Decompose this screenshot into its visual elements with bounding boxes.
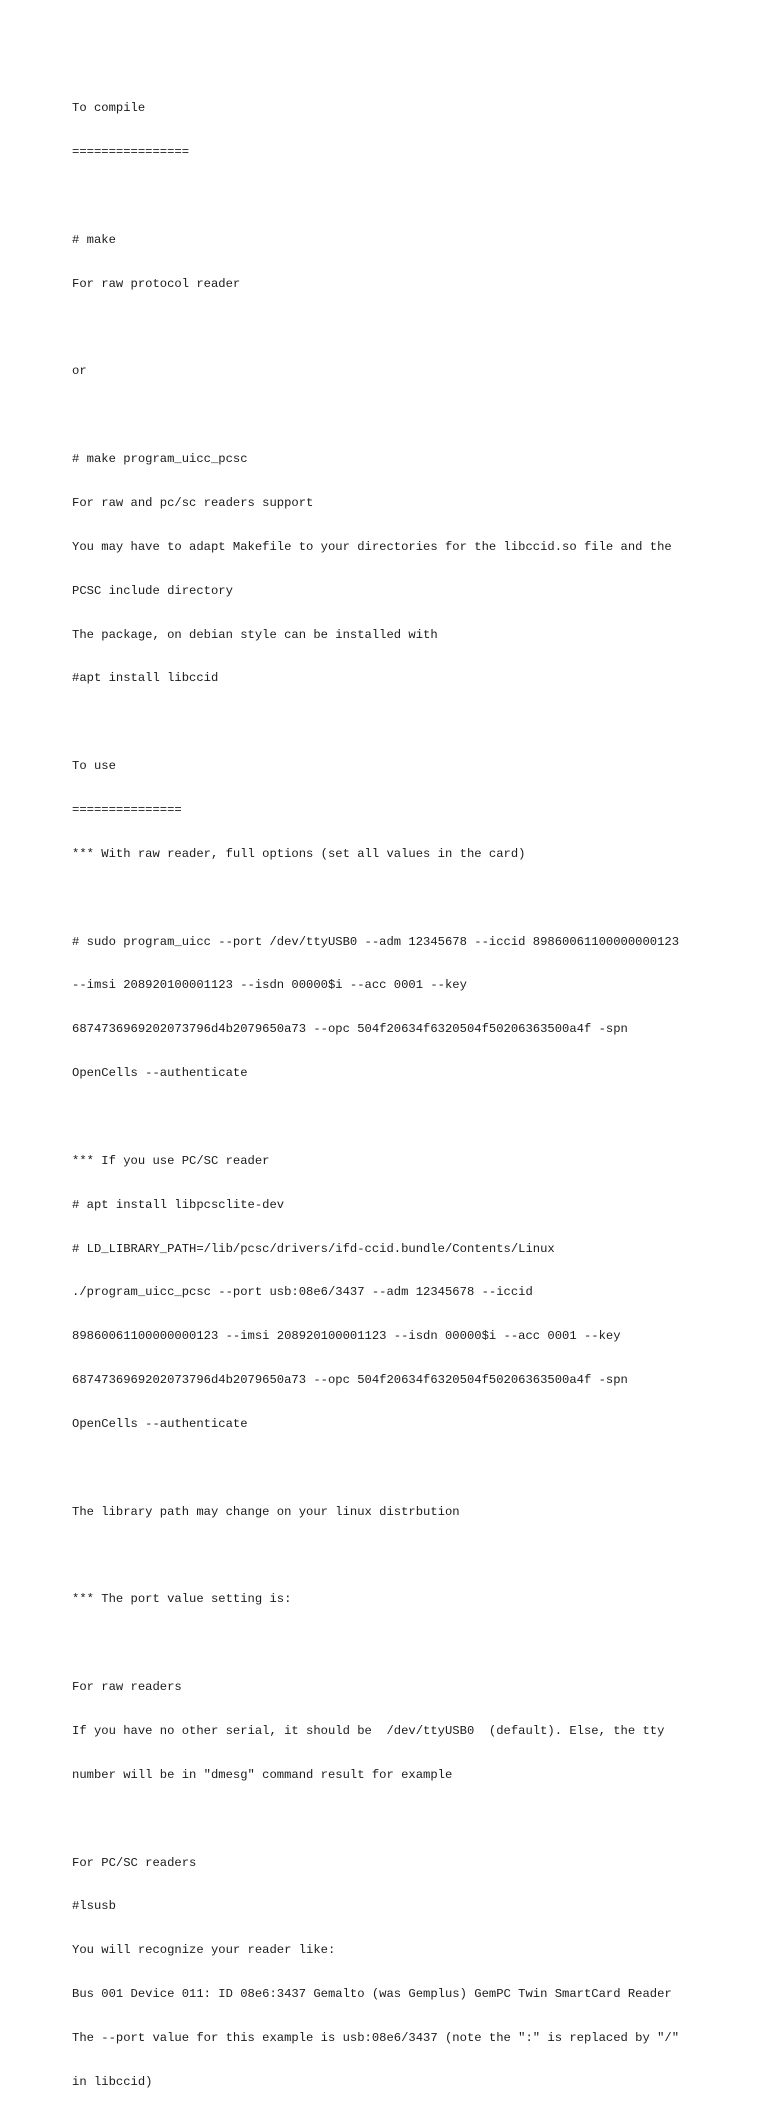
doc-line: # apt install libpcsclite-dev [72,1197,285,1212]
doc-line [72,1461,712,1476]
doc-line [72,891,712,906]
doc-line: For raw readers [72,1680,182,1695]
doc-line: OpenCells --authenticate [72,1066,248,1081]
doc-line [72,715,712,730]
doc-line: in libccid) [72,2074,153,2089]
doc-line: You may have to adapt Makefile to your directories for the libccid.so file and the [72,539,672,554]
doc-line: # sudo program_uicc --port /dev/ttyUSB0 --adm 12345678 --iccid 89860061100000000123 [72,934,680,949]
doc-line: If you have no other serial, it should be /dev/ttyUSB0 (default). Else, the tty [72,1724,665,1739]
doc-line: *** With raw reader, full options (set all values in the card) [72,846,526,861]
doc-line [72,1110,712,1125]
doc-line: ================ [72,145,190,160]
doc-line: The library path may change on your linux distrbution [72,1504,460,1519]
doc-line: 6874736969202073796d4b2079650a73 --opc 504f20634f6320504f50206363500a4f -spn [72,1022,628,1037]
doc-line: The package, on debian style can be installed with [72,627,438,642]
doc-line: #lsusb [72,1899,116,1914]
doc-line: # make [72,232,116,247]
doc-line [72,1636,712,1651]
doc-line [72,1549,712,1564]
doc-line: # LD_LIBRARY_PATH=/lib/pcsc/drivers/ifd-ccid.bundle/Contents/Linux [72,1241,555,1256]
doc-line: OpenCells --authenticate [72,1417,248,1432]
doc-line [72,321,712,336]
doc-line: 89860061100000000123 --imsi 208920100001123 --isdn 00000$i --acc 0001 --key [72,1329,621,1344]
doc-line: For raw protocol reader [72,276,241,291]
doc-line: You will recognize your reader like: [72,1943,336,1958]
doc-line: *** If you use PC/SC reader [72,1153,270,1168]
doc-line: number will be in "dmesg" command result for example [72,1767,453,1782]
doc-line: *** The port value setting is: [72,1592,292,1607]
doc-line: PCSC include directory [72,583,233,598]
doc-line: #apt install libccid [72,671,219,686]
doc-line: To compile [72,101,146,116]
doc-line [72,408,712,423]
doc-line: The --port value for this example is usb:08e6/3437 (note the ":" is replaced by "/" [72,2031,680,2046]
doc-line: --imsi 208920100001123 --isdn 00000$i --acc 0001 --key [72,978,467,993]
doc-line: =============== [72,803,182,817]
doc-line: or [72,364,87,379]
document-body [72,72,712,2119]
doc-line: # make program_uicc_pcsc [72,452,248,467]
doc-line: ./program_uicc_pcsc --port usb:08e6/3437 --adm 12345678 --iccid [72,1285,533,1300]
doc-line [72,1812,712,1827]
doc-line: Bus 001 Device 011: ID 08e6:3437 Gemalto (was Gemplus) GemPC Twin SmartCard Reader [72,1987,672,2002]
doc-line: 6874736969202073796d4b2079650a73 --opc 504f20634f6320504f50206363500a4f -spn [72,1373,628,1388]
doc-line: To use [72,759,116,774]
doc-line: For raw and pc/sc readers support [72,495,314,510]
doc-line [72,189,712,204]
doc-line: For PC/SC readers [72,1855,197,1870]
